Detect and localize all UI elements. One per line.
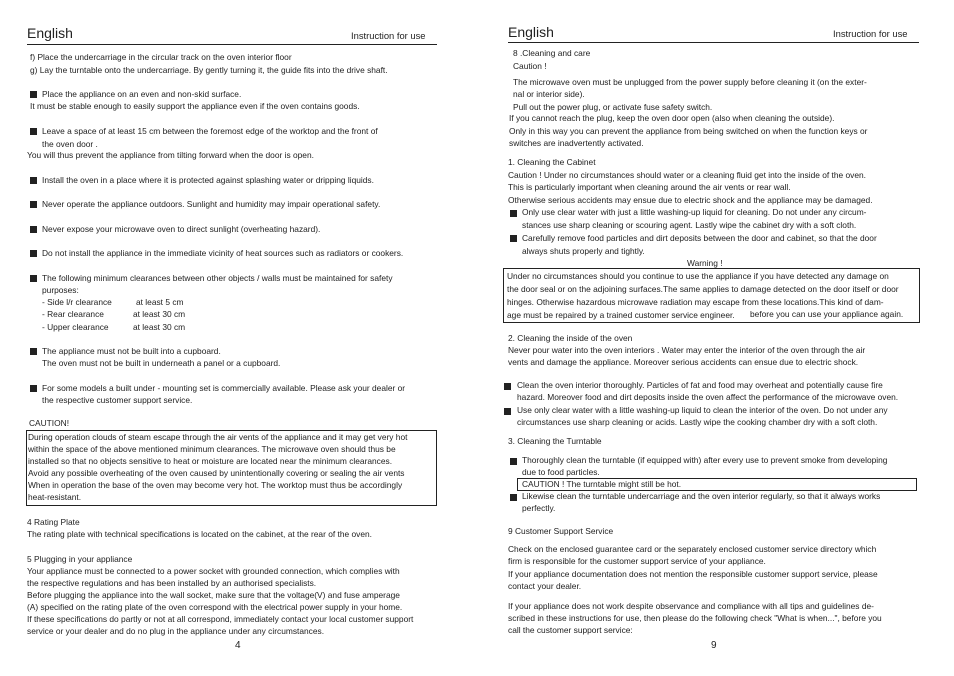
body-text: It must be stable enough to easily support the appliance even if the oven contains goods. — [30, 101, 360, 111]
body-text: vents and damage the appliance. Moreover serious accidents can ensue due to electric shock. — [508, 357, 859, 367]
body-text: firm is responsible for the customer support service of your appliance. — [508, 556, 766, 566]
bullet-icon — [30, 91, 37, 98]
step-g: g) Lay the turntable onto the undercarriage. By gently turning it, the guide fits into the drive shaft. — [30, 65, 388, 75]
body-text: Otherwise serious accidents may ensue due to electric shock and the appliance may be damaged. — [508, 195, 873, 205]
body-text: Before plugging the appliance into the wall socket, make sure that the voltage(V) and fuse amperage — [27, 590, 400, 600]
caution-heading: CAUTION! — [29, 418, 70, 428]
bullet-text: Likewise clean the turntable undercarriage and the oven interior regularly, so that it always works — [522, 491, 881, 501]
body-text: This is particularly important when cleaning around the air vents or rear wall. — [508, 182, 791, 192]
caution-line: CAUTION ! The turntable might still be hot. — [522, 479, 682, 489]
body-text: If these specifications do partly or not at all correspond, immediately contact your local customer support — [27, 614, 414, 624]
bullet-text: hazard. Moreover food and dirt deposits inside the oven affect the performance of the microwave oven. — [517, 392, 899, 402]
bullet-text: Install the oven in a place where it is protected against splashing water or dripping liquids. — [42, 175, 374, 185]
body-text: service or your dealer and do no plug in the appliance under any circumstances. — [27, 626, 325, 636]
instruction-label: Instruction for use — [351, 30, 426, 41]
page-number: 4 — [235, 640, 241, 651]
bullet-text: Place the appliance on an even and non-skid surface. — [42, 89, 242, 99]
section-heading: 1. Cleaning the Cabinet — [508, 157, 596, 167]
body-text: Only in this way you can prevent the appliance from being switched on when the function keys or — [509, 126, 868, 136]
bullet-text: perfectly. — [522, 503, 556, 513]
language-heading: English — [508, 24, 554, 40]
body-text: the respective regulations and has been installed by an authorised specialists. — [27, 578, 317, 588]
body-text: scribed in these instructions for use, then please do the following check "What is when...", before you — [508, 613, 882, 623]
turntable-caution-box — [517, 478, 917, 491]
bullet-text: stances use sharp cleaning or scouring agent. Lastly wipe the cabinet dry with a soft cloth. — [522, 220, 857, 230]
body-text: You will thus prevent the appliance from tilting forward when the door is open. — [27, 150, 314, 160]
bullet-icon — [30, 201, 37, 208]
clearance-value: at least 5 cm — [136, 297, 184, 307]
section-heading: 4 Rating Plate — [27, 517, 80, 527]
clearance-value: at least 30 cm — [133, 309, 186, 319]
caution-line: When in operation the base of the oven may become very hot. The worktop must thus be accordingly — [28, 480, 403, 490]
body-text: Check on the enclosed guarantee card or the separately enclosed customer service directory which — [508, 544, 877, 554]
bullet-text: The appliance must not be built into a cupboard. — [42, 346, 221, 356]
bullet-icon — [30, 275, 37, 282]
warning-line: the door seal or on the adjoining surfaces.The same applies to damage detected on the door itself or door — [507, 284, 899, 294]
right-page — [477, 0, 954, 676]
caution-line: within the space of the above mentioned minimum clearances. The microwave oven should thus be — [28, 444, 396, 454]
section-heading: 9 Customer Support Service — [508, 526, 614, 536]
body-text: The rating plate with technical specifications is located on the cabinet, at the rear of the oven. — [27, 529, 372, 539]
bullet-text: Leave a space of at least 15 cm between the foremost edge of the worktop and the front of — [42, 126, 378, 136]
header-rule — [27, 44, 437, 45]
bullet-icon — [510, 210, 517, 217]
clearance-label: - Rear clearance — [42, 309, 104, 319]
bullet-icon — [510, 458, 517, 465]
bullet-text: The following minimum clearances between other objects / walls must be maintained for safety — [42, 273, 393, 283]
bullet-text: always shuts properly and tightly. — [522, 246, 645, 256]
caution-line: heat-resistant. — [28, 492, 82, 502]
body-text: call the customer support service: — [508, 625, 633, 635]
body-text: Never pour water into the oven interiors . Water may enter the interior of the oven through the air — [508, 345, 866, 355]
clearance-value: at least 30 cm — [133, 322, 186, 332]
bullet-text: Do not install the appliance in the immediate vicinity of heat sources such as radiators or cookers. — [42, 248, 404, 258]
section-heading: 3. Cleaning the Turntable — [508, 436, 602, 446]
warning-line: before you can use your appliance again. — [750, 309, 904, 319]
bullet-text: Never expose your microwave oven to direct sunlight (overheating hazard). — [42, 224, 321, 234]
warning-line: age must be repaired by a trained customer service engineer. — [507, 310, 735, 320]
bullet-text: Carefully remove food particles and dirt deposits between the door and cabinet, so that the door — [522, 233, 877, 243]
clearance-label: - Side l/r clearance — [42, 297, 112, 307]
language-heading: English — [27, 25, 73, 41]
caution-line: Avoid any possible overheating of the oven caused by unintentionally covering or sealing the air vents — [28, 468, 405, 478]
section-heading: 8 .Cleaning and care — [513, 48, 591, 58]
bullet-icon — [504, 408, 511, 415]
header-rule — [508, 42, 919, 43]
warning-box — [503, 268, 920, 323]
body-text: (A) specified on the rating plate of the oven correspond with the electrical power supply in your home. — [27, 602, 403, 612]
bullet-text: For some models a built under - mounting set is commercially available. Please ask your dealer or — [42, 383, 406, 393]
body-text: nal or interior side). — [513, 89, 585, 99]
clearance-label: - Upper clearance — [42, 322, 109, 332]
warning-line: hinges. Otherwise hazardous microwave radiation may escape from these locations.This kind of dam- — [507, 297, 884, 307]
bullet-text: The oven must not be built in underneath a panel or a cupboard. — [42, 358, 281, 368]
body-text: Your appliance must be connected to a power socket with grounded connection, which complies with — [27, 566, 400, 576]
bullet-icon — [30, 348, 37, 355]
bullet-icon — [30, 177, 37, 184]
bullet-text: Use only clear water with a little washing-up liquid to clean the interior of the oven. Do not under any — [517, 405, 888, 415]
warning-line: Under no circumstances should you continue to use the appliance if you have detected any damage on — [507, 271, 889, 281]
bullet-icon — [30, 385, 37, 392]
bullet-text: Thoroughly clean the turntable (if equipped with) after every use to prevent smoke from developing — [522, 455, 888, 465]
body-text: If you cannot reach the plug, keep the oven door open (also when cleaning the outside). — [509, 113, 835, 123]
section-heading: 2. Cleaning the inside of the oven — [508, 333, 633, 343]
bullet-text: the oven door . — [42, 139, 98, 149]
body-text: Pull out the power plug, or activate fuse safety switch. — [513, 102, 713, 112]
bullet-icon — [510, 235, 517, 242]
step-f: f) Place the undercarriage in the circular track on the oven interior floor — [30, 52, 292, 62]
body-text: switches are inadvertently activated. — [509, 138, 644, 148]
bullet-icon — [510, 494, 517, 501]
bullet-icon — [504, 383, 511, 390]
body-text: contact your dealer. — [508, 581, 582, 591]
bullet-text: Only use clear water with just a little washing-up liquid for cleaning. Do not under any circum- — [522, 207, 867, 217]
caution-line: installed so that no objects sensitive to heat or moisture are located near the minimum clearances. — [28, 456, 393, 466]
warning-heading: Warning ! — [687, 258, 723, 268]
body-text: If your appliance does not work despite observance and compliance with all tips and guidelines de- — [508, 601, 874, 611]
bullet-icon — [30, 226, 37, 233]
bullet-text: circumstances use sharp cleaning or acids. Lastly wipe the cooking chamber dry with a soft cloth. — [517, 417, 878, 427]
body-text: If your appliance documentation does not mention the responsible customer support service, please — [508, 569, 878, 579]
bullet-icon — [30, 250, 37, 257]
body-text: Caution ! Under no circumstances should water or a cleaning fluid get into the inside of the oven. — [508, 170, 867, 180]
body-text: The microwave oven must be unplugged from the power supply before cleaning it (on the exter- — [513, 77, 867, 87]
caution-line: During operation clouds of steam escape through the air vents of the appliance and it may get very hot — [28, 432, 408, 442]
bullet-text: Never operate the appliance outdoors. Sunlight and humidity may impair operational safety. — [42, 199, 381, 209]
bullet-text: the respective customer support service. — [42, 395, 193, 405]
bullet-icon — [30, 128, 37, 135]
caution-label: Caution ! — [513, 61, 547, 71]
bullet-text: Clean the oven interior thoroughly. Particles of fat and food may overheat and potentially cause fire — [517, 380, 883, 390]
bullet-text: purposes: — [42, 285, 79, 295]
caution-box — [26, 430, 437, 506]
bullet-text: due to food particles. — [522, 467, 600, 477]
page-number: 9 — [711, 640, 717, 651]
section-heading: 5 Plugging in your appliance — [27, 554, 133, 564]
instruction-label: Instruction for use — [833, 28, 908, 39]
